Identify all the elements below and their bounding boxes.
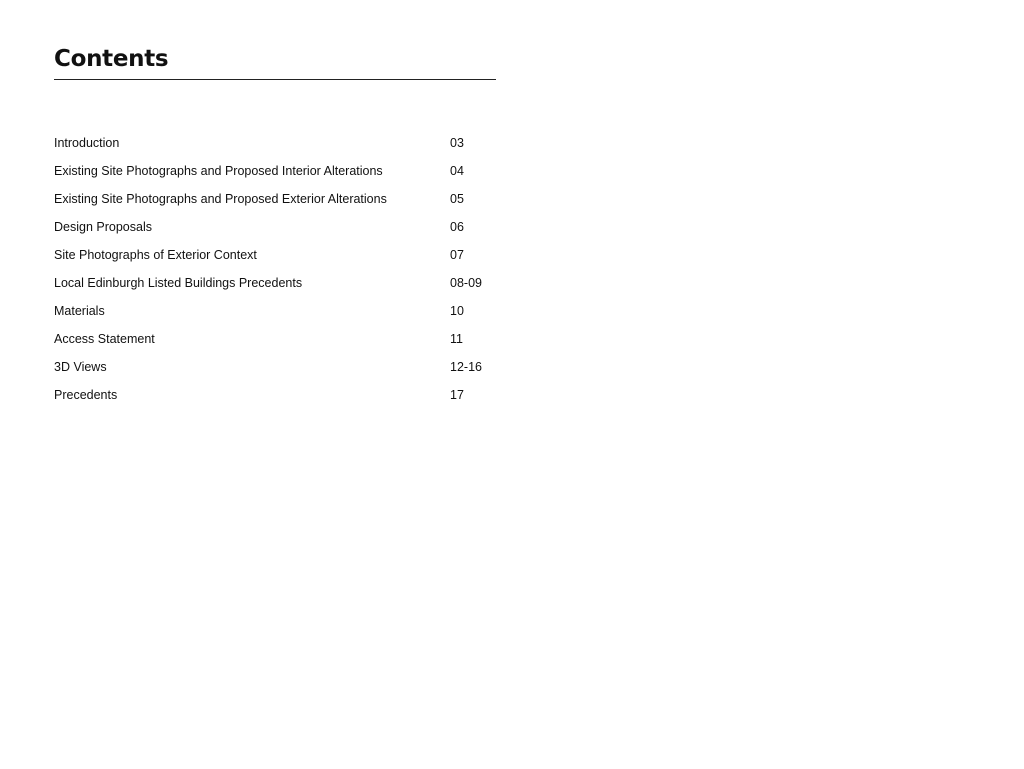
toc-entry-page: 07 bbox=[450, 248, 464, 262]
toc-entry-page: 10 bbox=[450, 304, 464, 318]
toc-entry-title: Site Photographs of Exterior Context bbox=[54, 248, 257, 262]
toc-entry-page: 11 bbox=[450, 332, 463, 346]
toc-entry bbox=[54, 134, 496, 162]
toc-entry-title: Materials bbox=[54, 304, 105, 318]
toc-entry-title: Local Edinburgh Listed Buildings Precedents bbox=[54, 276, 303, 290]
toc-entry-page: 04 bbox=[450, 164, 464, 178]
toc-entry-title: Design Proposals bbox=[54, 220, 152, 234]
toc-entry bbox=[54, 302, 496, 330]
toc-entry bbox=[54, 190, 496, 218]
table-of-contents bbox=[54, 134, 496, 414]
toc-entry-title: Precedents bbox=[54, 388, 118, 402]
toc-entry-title: Existing Site Photographs and Proposed Interior Alterations bbox=[54, 164, 383, 178]
title-divider bbox=[54, 79, 496, 80]
toc-entry bbox=[54, 218, 496, 246]
page-title: Contents bbox=[54, 46, 169, 72]
toc-entry bbox=[54, 162, 496, 190]
toc-entry bbox=[54, 330, 496, 358]
toc-entry-page: 05 bbox=[450, 192, 464, 206]
toc-entry-page: 17 bbox=[450, 388, 464, 402]
toc-entry-page: 06 bbox=[450, 220, 464, 234]
toc-entry-page: 08-09 bbox=[450, 276, 482, 290]
toc-entry-title: Existing Site Photographs and Proposed Exterior Alterations bbox=[54, 192, 387, 206]
toc-entry bbox=[54, 386, 496, 414]
toc-entry bbox=[54, 358, 496, 386]
toc-entry bbox=[54, 274, 496, 302]
toc-entry-title: Access Statement bbox=[54, 332, 155, 346]
toc-entry-title: 3D Views bbox=[54, 360, 107, 374]
toc-entry bbox=[54, 246, 496, 274]
toc-entry-page: 12-16 bbox=[450, 360, 482, 374]
toc-entry-page: 03 bbox=[450, 136, 464, 150]
toc-entry-title: Introduction bbox=[54, 136, 120, 150]
